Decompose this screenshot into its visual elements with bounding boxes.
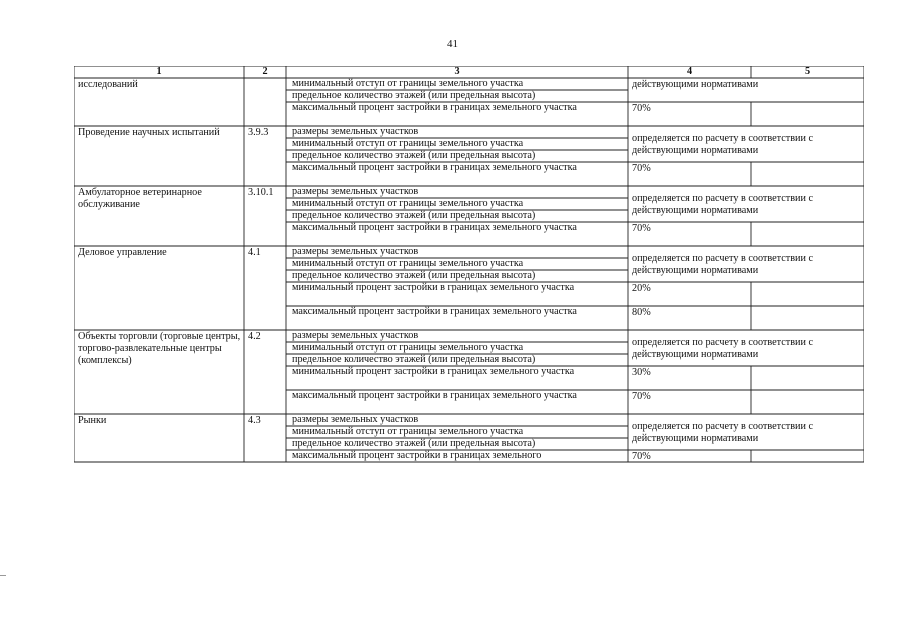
column-header-4: 4: [686, 66, 693, 77]
use-type-code: 3.10.1: [248, 187, 274, 198]
use-type-name: Амбулаторное ветеринарное обслуживание: [78, 187, 202, 210]
parameter-label: минимальный отступ от границы земельного участка: [292, 198, 524, 209]
parameter-label: размеры земельных участков: [292, 186, 419, 197]
parameter-label: максимальный процент застройки в границах земельного участка: [292, 306, 577, 317]
parameter-label: предельное количество этажей (или предельная высота): [292, 90, 536, 101]
parameter-label: минимальный отступ от границы земельного участка: [292, 426, 524, 437]
parameter-label: минимальный отступ от границы земельного участка: [292, 78, 524, 89]
parameter-label: минимальный отступ от границы земельного участка: [292, 342, 524, 353]
column-header-3: 3: [454, 66, 460, 77]
merged-value: определяется по расчету в соответствии с действующими нормативами: [632, 421, 813, 444]
parameter-value: 70%: [632, 391, 651, 402]
parameter-label: максимальный процент застройки в границах земельного участка: [292, 162, 577, 173]
parameter-label: предельное количество этажей (или предельная высота): [292, 438, 536, 449]
column-header-1: 1: [156, 66, 162, 77]
parameter-label: максимальный процент застройки в границах земельного участка: [292, 102, 577, 113]
parameter-label: предельное количество этажей (или предельная высота): [292, 150, 536, 161]
parameter-label: размеры земельных участков: [292, 330, 419, 341]
margin-mark: [0, 575, 6, 576]
parameter-label: минимальный процент застройки в границах земельного участка: [292, 366, 575, 377]
parameter-label: размеры земельных участков: [292, 126, 419, 137]
use-type-code: 4.1: [248, 247, 261, 258]
merged-value: определяется по расчету в соответствии с действующими нормативами: [632, 337, 813, 360]
parameter-value: 70%: [632, 223, 651, 234]
parameter-label: предельное количество этажей (или предельная высота): [292, 270, 536, 281]
parameter-value: 20%: [632, 283, 651, 294]
merged-value: определяется по расчету в соответствии с действующими нормативами: [632, 133, 813, 156]
parameter-label: минимальный отступ от границы земельного участка: [292, 138, 524, 149]
parameter-label: минимальный процент застройки в границах земельного участка: [292, 282, 575, 293]
column-header-2: 2: [262, 66, 268, 77]
use-type-name: Проведение научных испытаний: [78, 127, 220, 138]
merged-value: действующими нормативами: [632, 79, 759, 90]
parameter-value: 70%: [632, 163, 651, 174]
parameter-value: 30%: [632, 367, 651, 378]
parameter-value: 70%: [632, 103, 651, 114]
parameter-label: предельное количество этажей (или предельная высота): [292, 354, 536, 365]
parameter-label: размеры земельных участков: [292, 414, 419, 425]
use-type-code: 4.3: [248, 415, 261, 426]
parameter-label: минимальный отступ от границы земельного участка: [292, 258, 524, 269]
parameter-label: максимальный процент застройки в границах земельного участка: [292, 390, 577, 401]
zoning-table: [74, 66, 864, 556]
use-type-name: Рынки: [78, 415, 107, 426]
use-type-name: Деловое управление: [78, 247, 167, 258]
page-number: 41: [447, 38, 458, 50]
parameter-label: размеры земельных участков: [292, 246, 419, 257]
use-type-code: 4.2: [248, 331, 261, 342]
parameter-value: 80%: [632, 307, 651, 318]
use-type-code: 3.9.3: [248, 127, 269, 138]
use-type-name: Объекты торговли (торговые центры, торгово-развлекательные центры (комплексы): [78, 331, 241, 366]
parameter-label: максимальный процент застройки в границах земельного: [292, 450, 542, 461]
merged-value: определяется по расчету в соответствии с действующими нормативами: [632, 193, 813, 216]
column-header-5: 5: [804, 66, 811, 77]
parameter-value: 70%: [632, 451, 651, 462]
parameter-label: предельное количество этажей (или предельная высота): [292, 210, 536, 221]
use-type-name: исследований: [78, 79, 138, 90]
parameter-label: максимальный процент застройки в границах земельного участка: [292, 222, 577, 233]
merged-value: определяется по расчету в соответствии с действующими нормативами: [632, 253, 813, 276]
